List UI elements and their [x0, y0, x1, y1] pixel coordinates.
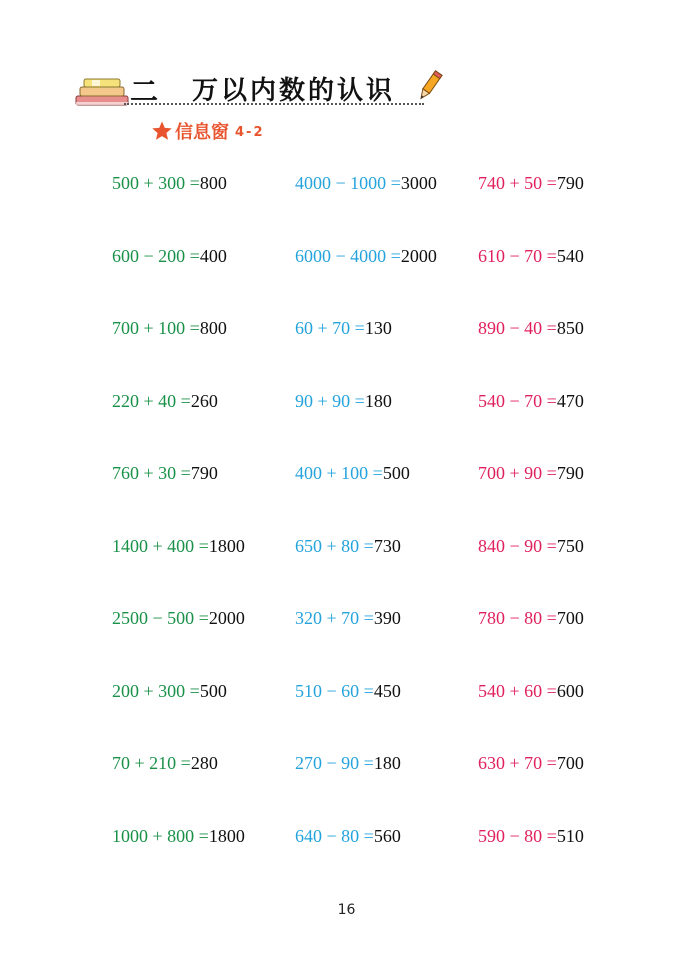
equation [112, 243, 227, 269]
equation-expression: 610 − 70 = [478, 245, 557, 266]
equation-expression: 1400 + 400 = [112, 535, 209, 556]
equation [478, 823, 584, 849]
equation-answer: 790 [556, 173, 584, 193]
equation-expression: 1000 + 800 = [112, 825, 209, 846]
equation [295, 388, 392, 414]
equation-answer: 800 [199, 318, 227, 338]
equation [478, 243, 584, 269]
equation-expression: 600 − 200 = [112, 245, 200, 266]
equation-answer: 750 [556, 535, 584, 556]
equation [478, 460, 584, 486]
equation-answer: 400 [199, 245, 227, 266]
equation-answer: 1800 [208, 535, 245, 556]
equation [112, 533, 245, 559]
equation [112, 460, 218, 486]
equation [112, 605, 245, 631]
equation-answer: 730 [373, 535, 401, 556]
star-icon [151, 120, 173, 142]
equation [478, 388, 584, 414]
equation-row [0, 170, 693, 196]
equation-expression: 220 + 40 = [112, 390, 191, 411]
equation-answer: 280 [190, 753, 218, 773]
equation-answer: 500 [199, 680, 227, 701]
equation [112, 750, 218, 776]
equation-answer: 3000 [400, 173, 437, 193]
chapter-title: 万以内数的认识 [192, 76, 396, 106]
equation-row [0, 605, 693, 631]
equation-expression: 2500 − 500 = [112, 608, 209, 628]
equation-expression: 760 + 30 = [112, 463, 191, 483]
chapter-number: 二 [130, 75, 159, 108]
equation-expression: 540 − 70 = [478, 390, 557, 411]
equation [295, 750, 401, 776]
equation [478, 170, 584, 196]
equation-row [0, 460, 693, 486]
equation-answer: 2000 [400, 245, 437, 266]
equation-expression: 740 + 50 = [478, 173, 557, 193]
pencil-icon [414, 70, 444, 104]
equation-row [0, 533, 693, 559]
equation [295, 533, 401, 559]
equation-answer: 450 [373, 680, 401, 701]
equation-answer: 700 [556, 753, 584, 773]
equation-answer: 130 [364, 318, 392, 338]
equation-row [0, 315, 693, 341]
equation-expression: 60 + 70 = [295, 318, 365, 338]
equation-answer: 600 [556, 680, 584, 701]
equation-expression: 840 − 90 = [478, 535, 557, 556]
equation-expression: 90 + 90 = [295, 390, 365, 411]
equation-answer: 790 [190, 463, 218, 483]
equation-answer: 540 [556, 245, 584, 266]
equation [112, 678, 227, 704]
equation-answer: 180 [364, 390, 392, 411]
equation-answer: 510 [556, 825, 584, 846]
equation-answer: 2000 [208, 608, 245, 628]
equation-expression: 590 − 80 = [478, 825, 557, 846]
equation-answer: 850 [556, 318, 584, 338]
equation-answer: 560 [373, 825, 401, 846]
equation [295, 243, 437, 269]
equation-answer: 800 [199, 173, 227, 193]
equation [295, 823, 401, 849]
equation [112, 388, 218, 414]
equation-answer: 470 [556, 390, 584, 411]
equation-expression: 890 − 40 = [478, 318, 557, 338]
equation-row [0, 823, 693, 849]
section-heading [151, 118, 265, 144]
equation [478, 315, 584, 341]
equation-expression: 4000 − 1000 = [295, 173, 401, 193]
equation-row [0, 678, 693, 704]
equation [478, 605, 584, 631]
equation-row [0, 243, 693, 269]
equation-expression: 780 − 80 = [478, 608, 557, 628]
equation-expression: 630 + 70 = [478, 753, 557, 773]
section-title: 信息窗 [175, 122, 229, 143]
equation-row [0, 750, 693, 776]
chapter-header [74, 62, 454, 112]
equation-expression: 270 − 90 = [295, 753, 374, 773]
equation-answer: 180 [373, 753, 401, 773]
equation-answer: 700 [556, 608, 584, 628]
equation-answer: 500 [382, 463, 410, 483]
header-dotted-line [124, 103, 424, 105]
equation [478, 750, 584, 776]
equation [295, 678, 401, 704]
equation-expression: 650 + 80 = [295, 535, 374, 556]
equation [295, 315, 392, 341]
equation-expression: 6000 − 4000 = [295, 245, 401, 266]
equation-expression: 510 − 60 = [295, 680, 374, 701]
equation [112, 823, 245, 849]
equation [295, 605, 401, 631]
equation-expression: 320 + 70 = [295, 608, 374, 628]
equation [112, 170, 227, 196]
equation-expression: 500 + 300 = [112, 173, 200, 193]
equation [478, 533, 584, 559]
equation-answer: 1800 [208, 825, 245, 846]
equation-answer: 260 [190, 390, 218, 411]
equation-answer: 390 [373, 608, 401, 628]
equation-row [0, 388, 693, 414]
equation-expression: 540 + 60 = [478, 680, 557, 701]
equation [295, 460, 410, 486]
equation-expression: 700 + 100 = [112, 318, 200, 338]
equation-expression: 400 + 100 = [295, 463, 383, 483]
equation-answer: 790 [556, 463, 584, 483]
equation [478, 678, 584, 704]
equation-expression: 700 + 90 = [478, 463, 557, 483]
equation [295, 170, 437, 196]
equation-expression: 640 − 80 = [295, 825, 374, 846]
equation [112, 315, 227, 341]
section-code: 4-2 [235, 124, 265, 140]
equation-expression: 200 + 300 = [112, 680, 200, 701]
equation-expression: 70 + 210 = [112, 753, 191, 773]
page-number: 16 [337, 902, 356, 918]
